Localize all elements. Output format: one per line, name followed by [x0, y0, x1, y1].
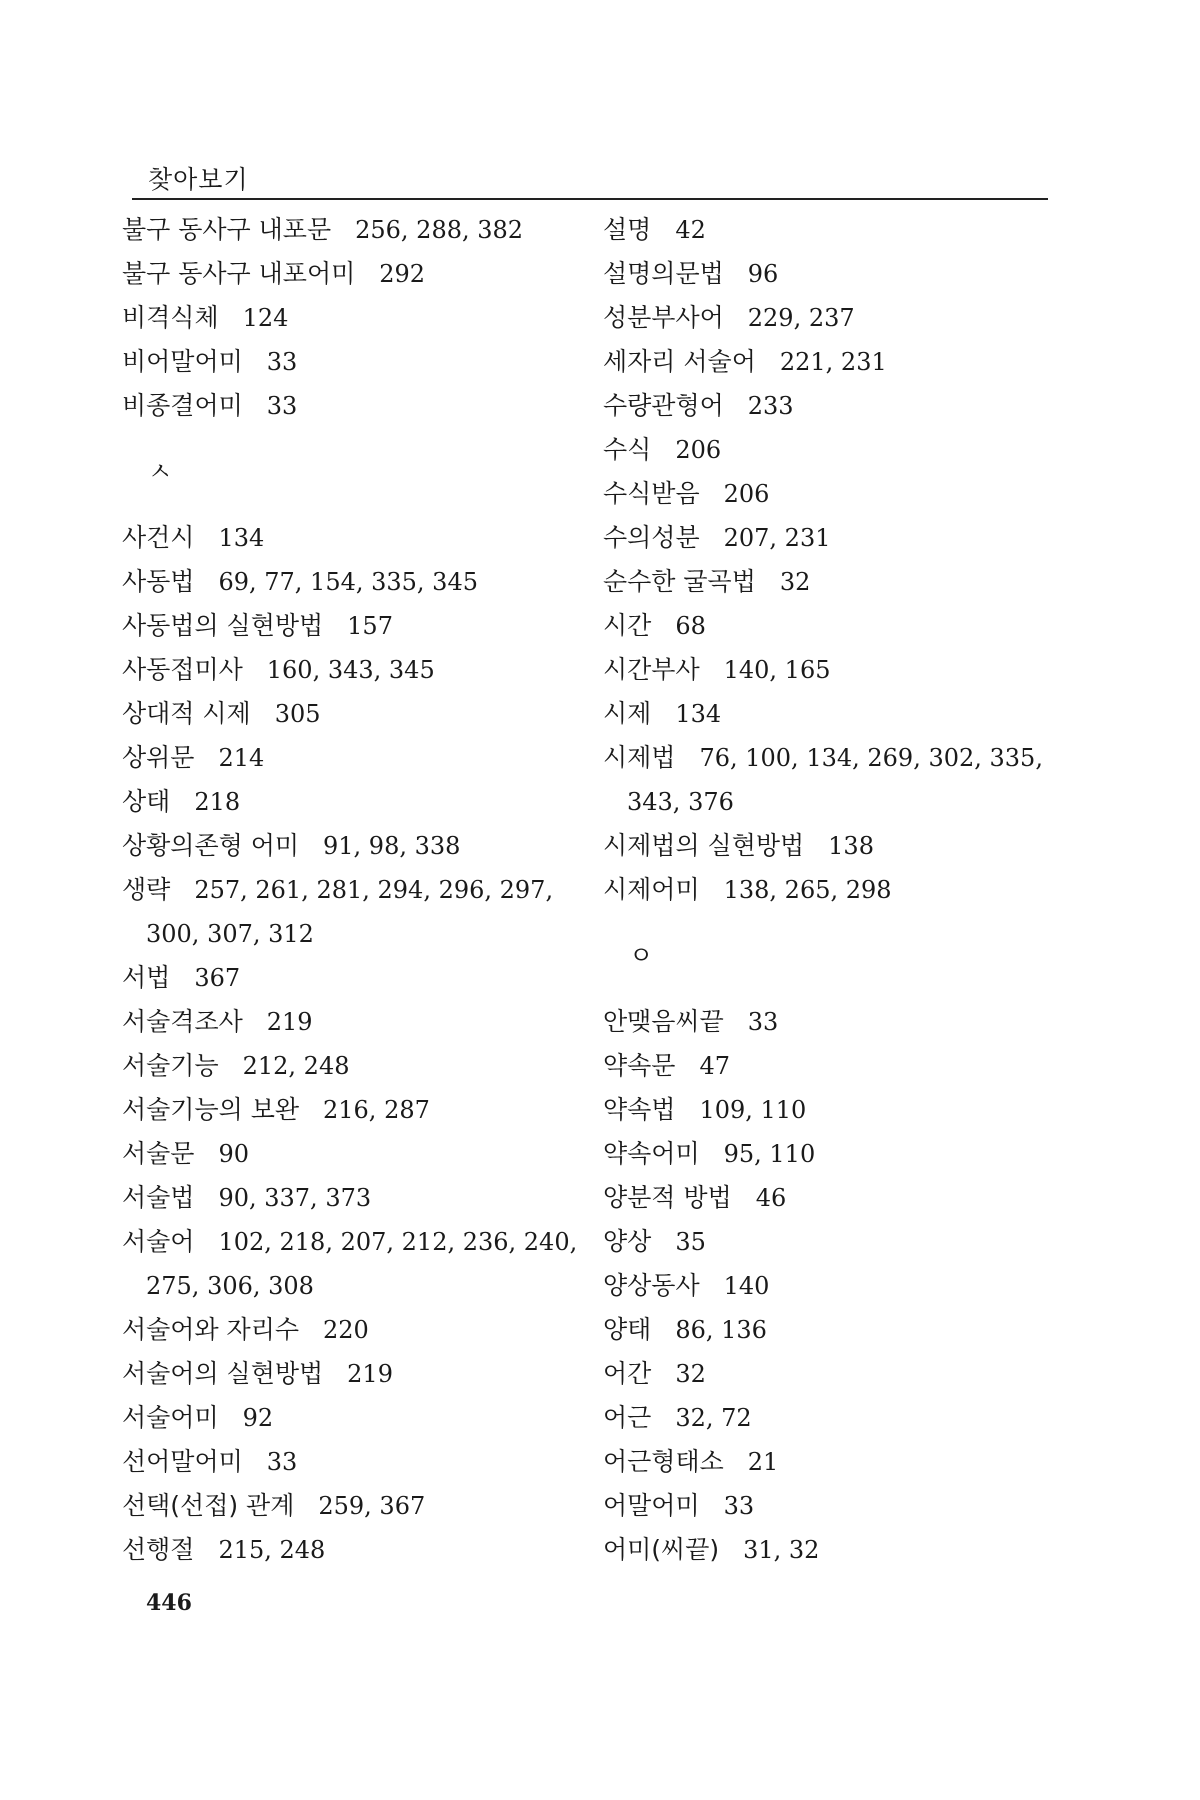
index-term: 수식받음 [603, 479, 700, 508]
index-pages: 33 [266, 348, 298, 376]
index-entry [122, 1044, 592, 1088]
index-term: 약속법 [603, 1095, 676, 1124]
header-rule [132, 198, 1048, 200]
index-term: 어근 [603, 1403, 652, 1432]
index-entry [603, 1308, 1063, 1352]
index-entry [603, 516, 1063, 560]
index-pages: 33 [266, 1448, 298, 1476]
index-term: 안맺음씨끝 [603, 1007, 724, 1036]
index-term: 서술기능의 보완 [122, 1095, 299, 1124]
index-entry [122, 1088, 592, 1132]
index-term: 수량관형어 [603, 391, 724, 420]
index-pages-continued: 275, 306, 308 [146, 1272, 314, 1300]
page-number: 446 [146, 1590, 192, 1616]
index-entry [603, 1088, 1063, 1132]
index-term: 서술문 [122, 1139, 195, 1168]
index-term: 약속문 [603, 1051, 676, 1080]
index-entry [603, 1396, 1063, 1440]
index-pages: 102, 218, 207, 212, 236, 240, [218, 1228, 578, 1256]
index-entry [603, 340, 1063, 384]
index-term: 선택(선접) 관계 [122, 1491, 295, 1520]
index-term: 비어말어미 [122, 347, 243, 376]
index-pages: 157 [347, 612, 393, 640]
index-pages: 68 [675, 612, 706, 640]
index-pages: 90, 337, 373 [218, 1184, 372, 1212]
index-pages: 257, 261, 281, 294, 296, 297, [194, 876, 554, 904]
index-term: 상태 [122, 787, 171, 816]
index-pages: 124 [242, 304, 289, 332]
index-term: 약속어미 [603, 1139, 700, 1168]
index-entry [122, 956, 592, 1000]
index-pages: 138 [828, 832, 874, 860]
index-term: 생략 [122, 875, 171, 904]
index-term: 시간부사 [603, 655, 700, 684]
index-term: 시간 [603, 611, 652, 640]
index-term: 설명 [603, 215, 652, 244]
index-term: 서술법 [122, 1183, 195, 1212]
index-entry [122, 780, 592, 824]
index-term: 사동법 [122, 567, 195, 596]
index-term: 상대적 시제 [122, 699, 251, 728]
index-pages: 90 [218, 1140, 249, 1168]
index-term: 순수한 굴곡법 [603, 567, 756, 596]
index-pages: 32, 72 [675, 1404, 752, 1432]
index-pages: 259, 367 [318, 1492, 426, 1520]
index-term: 양분적 방법 [603, 1183, 732, 1212]
index-pages: 31, 32 [743, 1536, 820, 1564]
index-entry [603, 824, 1063, 868]
index-pages-continued: 343, 376 [627, 788, 734, 816]
index-entry [603, 1132, 1063, 1176]
index-pages: 46 [755, 1184, 787, 1212]
index-pages: 138, 265, 298 [723, 876, 892, 904]
index-pages: 206 [723, 480, 770, 508]
index-term: 선어말어미 [122, 1447, 243, 1476]
index-term: 시제법 [603, 743, 676, 772]
index-entry [122, 1220, 592, 1264]
index-term: 시제법의 실현방법 [603, 831, 805, 860]
index-term: 양상동사 [603, 1271, 700, 1300]
index-pages: 109, 110 [699, 1096, 807, 1124]
index-pages: 206 [675, 436, 722, 464]
index-term: 어미(씨끝) [603, 1535, 720, 1564]
index-pages: 95, 110 [723, 1140, 816, 1168]
index-entry [122, 208, 592, 252]
index-term: 양상 [603, 1227, 652, 1256]
index-term: 상위문 [122, 743, 195, 772]
section-heading: ㅅ [148, 457, 173, 486]
index-entry [603, 868, 1063, 912]
index-entry [122, 1440, 592, 1484]
index-term: 불구 동사구 내포문 [122, 215, 332, 244]
index-pages: 32 [779, 568, 811, 596]
index-entry [603, 1220, 1063, 1264]
index-pages: 233 [747, 392, 794, 420]
index-column-left [122, 208, 592, 1572]
running-header: 찾아보기 [148, 165, 249, 194]
index-pages: 33 [723, 1492, 755, 1520]
index-entry [122, 252, 592, 296]
index-pages: 76, 100, 134, 269, 302, 335, [699, 744, 1043, 772]
index-pages: 32 [675, 1360, 706, 1388]
index-pages: 47 [699, 1052, 730, 1080]
index-column-right [603, 208, 1063, 1572]
index-entry [603, 472, 1063, 516]
index-entry [122, 1396, 592, 1440]
index-entry [603, 560, 1063, 604]
index-pages: 33 [266, 392, 298, 420]
index-pages: 86, 136 [675, 1316, 767, 1344]
section-heading: ㅇ [629, 941, 654, 970]
index-pages: 305 [274, 700, 321, 728]
index-term: 서술어의 실현방법 [122, 1359, 324, 1388]
index-pages: 229, 237 [747, 304, 855, 332]
index-entry [122, 340, 592, 384]
index-entry [122, 692, 592, 736]
index-entry [122, 1176, 592, 1220]
index-entry [122, 736, 592, 780]
index-pages: 219 [266, 1008, 313, 1036]
index-entry [603, 1528, 1063, 1572]
index-pages: 134 [675, 700, 722, 728]
index-entry [603, 428, 1063, 472]
index-pages: 96 [747, 260, 779, 288]
index-term: 설명의문법 [603, 259, 724, 288]
index-pages: 33 [747, 1008, 779, 1036]
index-pages: 214 [218, 744, 265, 772]
index-entry [603, 252, 1063, 296]
index-pages: 221, 231 [779, 348, 887, 376]
index-entry [603, 1176, 1063, 1220]
index-entry [122, 648, 592, 692]
index-term: 선행절 [122, 1535, 195, 1564]
index-entry [122, 1132, 592, 1176]
index-entry [122, 560, 592, 604]
index-pages: 292 [379, 260, 426, 288]
index-pages: 215, 248 [218, 1536, 326, 1564]
index-pages: 35 [675, 1228, 706, 1256]
index-pages: 220 [323, 1316, 369, 1344]
index-pages: 216, 287 [323, 1096, 430, 1124]
index-entry [603, 384, 1063, 428]
index-term: 불구 동사구 내포어미 [122, 259, 356, 288]
index-term: 서술어미 [122, 1403, 219, 1432]
index-term: 세자리 서술어 [603, 347, 756, 376]
index-entry [122, 1000, 592, 1044]
index-term: 비종결어미 [122, 391, 243, 420]
index-entry [122, 384, 592, 428]
index-pages: 367 [194, 964, 241, 992]
index-term: 상황의존형 어미 [122, 831, 299, 860]
index-term: 사동접미사 [122, 655, 243, 684]
index-entry [122, 1528, 592, 1572]
index-entry [122, 824, 592, 868]
index-pages: 69, 77, 154, 335, 345 [218, 568, 478, 596]
index-entry [122, 868, 592, 912]
index-pages: 91, 98, 338 [323, 832, 461, 860]
index-entry [603, 1440, 1063, 1484]
index-term: 어근형태소 [603, 1447, 724, 1476]
index-pages: 160, 343, 345 [266, 656, 435, 684]
index-term: 서술격조사 [122, 1007, 243, 1036]
index-entry [603, 648, 1063, 692]
index-entry [122, 1484, 592, 1528]
index-term: 사건시 [122, 523, 195, 552]
index-pages: 134 [218, 524, 265, 552]
index-pages: 212, 248 [242, 1052, 350, 1080]
index-pages: 207, 231 [723, 524, 831, 552]
index-term: 시제 [603, 699, 652, 728]
index-term: 사동법의 실현방법 [122, 611, 324, 640]
index-pages: 42 [675, 216, 706, 244]
index-term: 서술어 [122, 1227, 195, 1256]
index-pages: 140 [723, 1272, 770, 1300]
index-term: 수식 [603, 435, 652, 464]
index-entry [603, 208, 1063, 252]
index-entry [122, 604, 592, 648]
index-entry [603, 1484, 1063, 1528]
index-entry [603, 1044, 1063, 1088]
index-entry [122, 1352, 592, 1396]
index-pages: 21 [747, 1448, 779, 1476]
index-term: 서술어와 자리수 [122, 1315, 299, 1344]
index-pages-continued: 300, 307, 312 [146, 920, 314, 948]
index-term: 양태 [603, 1315, 652, 1344]
index-term: 어간 [603, 1359, 652, 1388]
index-term: 성분부사어 [603, 303, 724, 332]
index-entry [603, 604, 1063, 648]
index-entry [603, 692, 1063, 736]
index-pages: 256, 288, 382 [355, 216, 524, 244]
index-entry [603, 1352, 1063, 1396]
index-entry [122, 516, 592, 560]
index-term: 서술기능 [122, 1051, 219, 1080]
index-term: 비격식체 [122, 303, 219, 332]
index-term: 시제어미 [603, 875, 700, 904]
index-entry [122, 1308, 592, 1352]
index-term: 수의성분 [603, 523, 700, 552]
index-pages: 92 [242, 1404, 274, 1432]
index-pages: 219 [347, 1360, 393, 1388]
index-pages: 218 [194, 788, 241, 816]
index-entry [603, 1264, 1063, 1308]
index-pages: 140, 165 [723, 656, 831, 684]
index-entry [603, 1000, 1063, 1044]
index-term: 서법 [122, 963, 171, 992]
index-term: 어말어미 [603, 1491, 700, 1520]
index-entry [603, 296, 1063, 340]
index-entry [603, 736, 1063, 780]
index-entry [122, 296, 592, 340]
